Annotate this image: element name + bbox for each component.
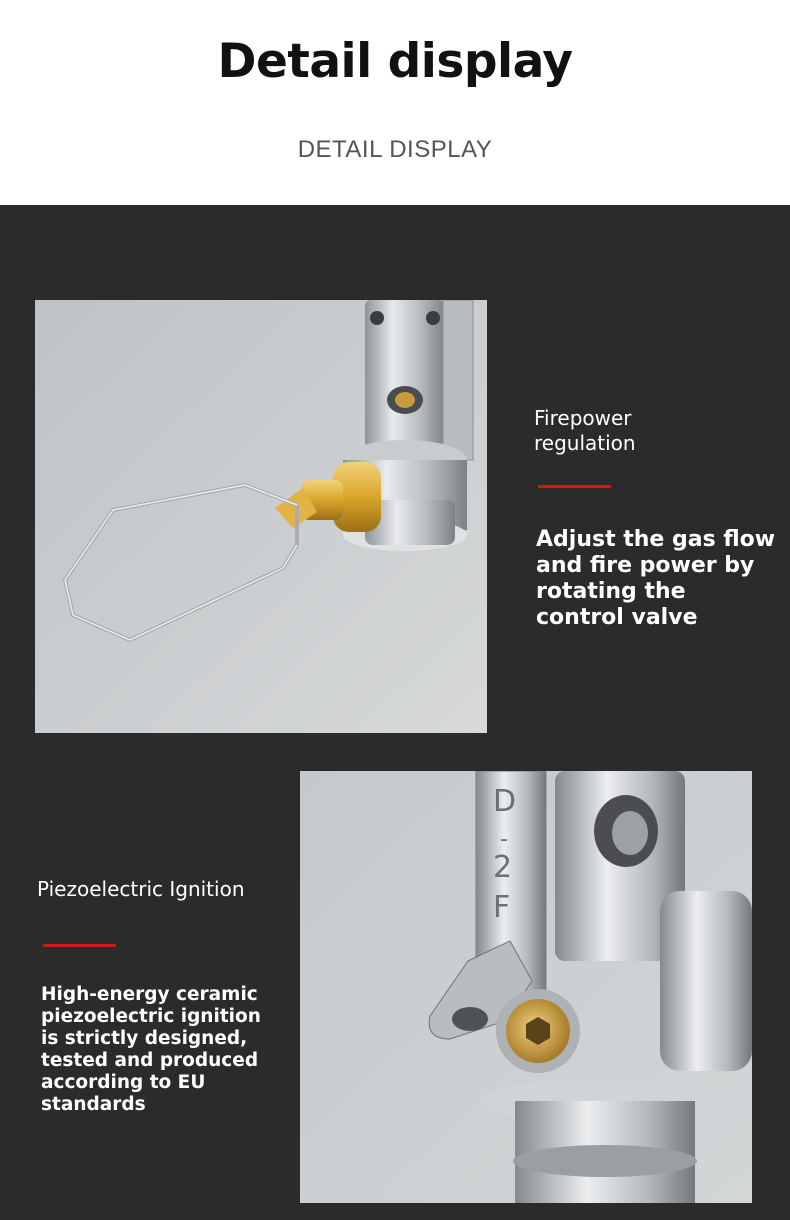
piezo-ignition-photo <box>300 771 752 1203</box>
firepower-regulation-description: Adjust the gas flow and fire power by rotating the control valve <box>536 527 776 630</box>
firepower-regulation-title: Firepower regulation <box>534 406 636 455</box>
header-section <box>0 0 790 205</box>
piezo-accent-line <box>43 944 116 947</box>
piezo-ignition-description: High-energy ceramic piezoelectric ignition is strictly designed, tested and produced according to EU standards <box>41 984 261 1115</box>
firepower-accent-line <box>538 485 611 488</box>
valve-engraving-f: F <box>493 890 511 925</box>
piezo-ignition-title: Piezoelectric Ignition <box>37 877 245 901</box>
page-subtitle: DETAIL DISPLAY <box>297 136 493 163</box>
valve-engraving-2: 2 <box>493 850 513 885</box>
valve-engraving-dash: - <box>500 827 508 852</box>
valve-engraving-d: D <box>493 784 517 819</box>
control-valve-photo <box>35 300 487 733</box>
page-title: Detail display <box>217 34 573 89</box>
